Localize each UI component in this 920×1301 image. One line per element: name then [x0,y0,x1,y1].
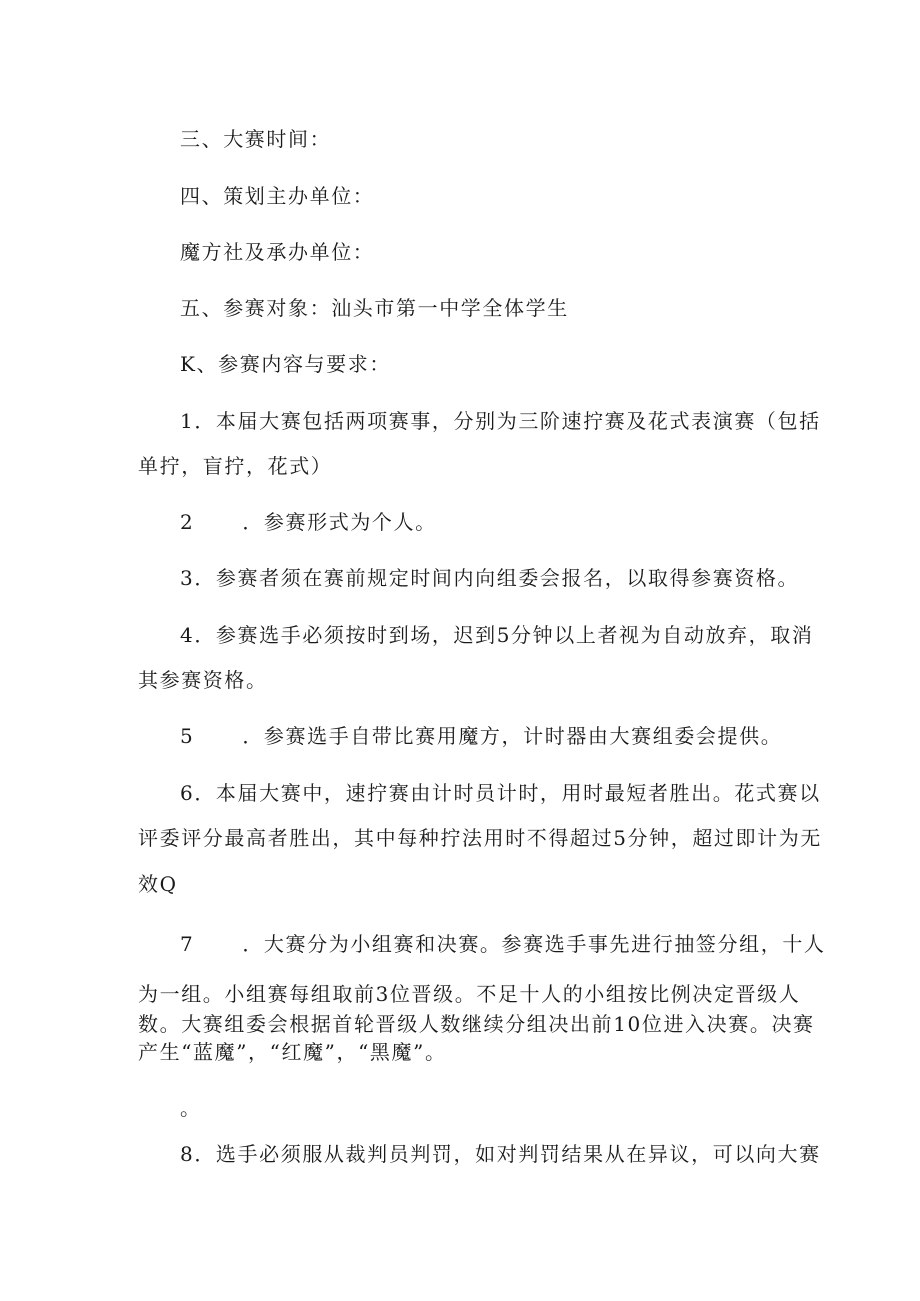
rule-6-line-1: 6．本届大赛中，速拧赛由计时员计时，用时最短者胜出。花式赛以 [180,781,821,805]
stray-punctuation: 。 [180,1096,202,1120]
section-5-heading: 五、参赛对象：汕头市第一中学全体学生 [180,296,569,320]
rule-6-line-3: 效Q [138,872,178,896]
rule-5-number: 5 [180,724,195,748]
rule-5-text: ．参赛选手自带比赛用魔方，计时器由大赛组委会提供。 [242,724,783,748]
rule-7-text: ．大赛分为小组赛和决赛。参赛选手事先进行抽签分组，十人 [242,932,826,956]
rule-1-line-2: 单拧，盲拧，花式） [138,454,333,478]
rule-4-line-1: 4．参赛选手必须按时到场，迟到5分钟以上者视为自动放弃，取消 [180,623,814,647]
rule-2-number: 2 [180,510,195,534]
organizer-line: 魔方社及承办单位： [180,240,375,264]
rule-7-line-1 [180,932,826,956]
section-6-heading: K、参赛内容与要求： [180,352,391,376]
section-4-heading: 四、策划主办单位： [180,184,375,208]
rule-8-line-1: 8．选手必须服从裁判员判罚，如对判罚结果从在异议，可以向大赛 [180,1142,821,1166]
rule-7-line-2: 为一组。小组赛每组取前3位晋级。不足十人的小组按比例决定晋级人 [138,982,801,1006]
rule-4-line-2: 其参赛资格。 [138,668,268,692]
rule-2-text: ．参赛形式为个人。 [242,510,437,534]
rule-7-line-3: 数。大赛组委会根据首轮晋级人数继续分组决出前10位进入决赛。决赛 [138,1012,815,1036]
rule-2 [180,510,437,534]
rule-5 [180,724,782,748]
rule-7-number: 7 [180,932,195,956]
rule-7-line-4: 产生“蓝魔”，“红魔”，“黑魔”。 [138,1040,447,1064]
rule-6-line-2: 评委评分最高者胜出，其中每种拧法用时不得超过5分钟，超过即计为无 [138,826,822,850]
rule-1-line-1: 1．本届大赛包括两项赛事，分别为三阶速拧赛及花式表演赛（包括 [180,409,821,433]
rule-3: 3．参赛者须在赛前规定时间内向组委会报名，以取得参赛资格。 [180,566,800,590]
section-3-heading: 三、大赛时间： [180,127,332,151]
